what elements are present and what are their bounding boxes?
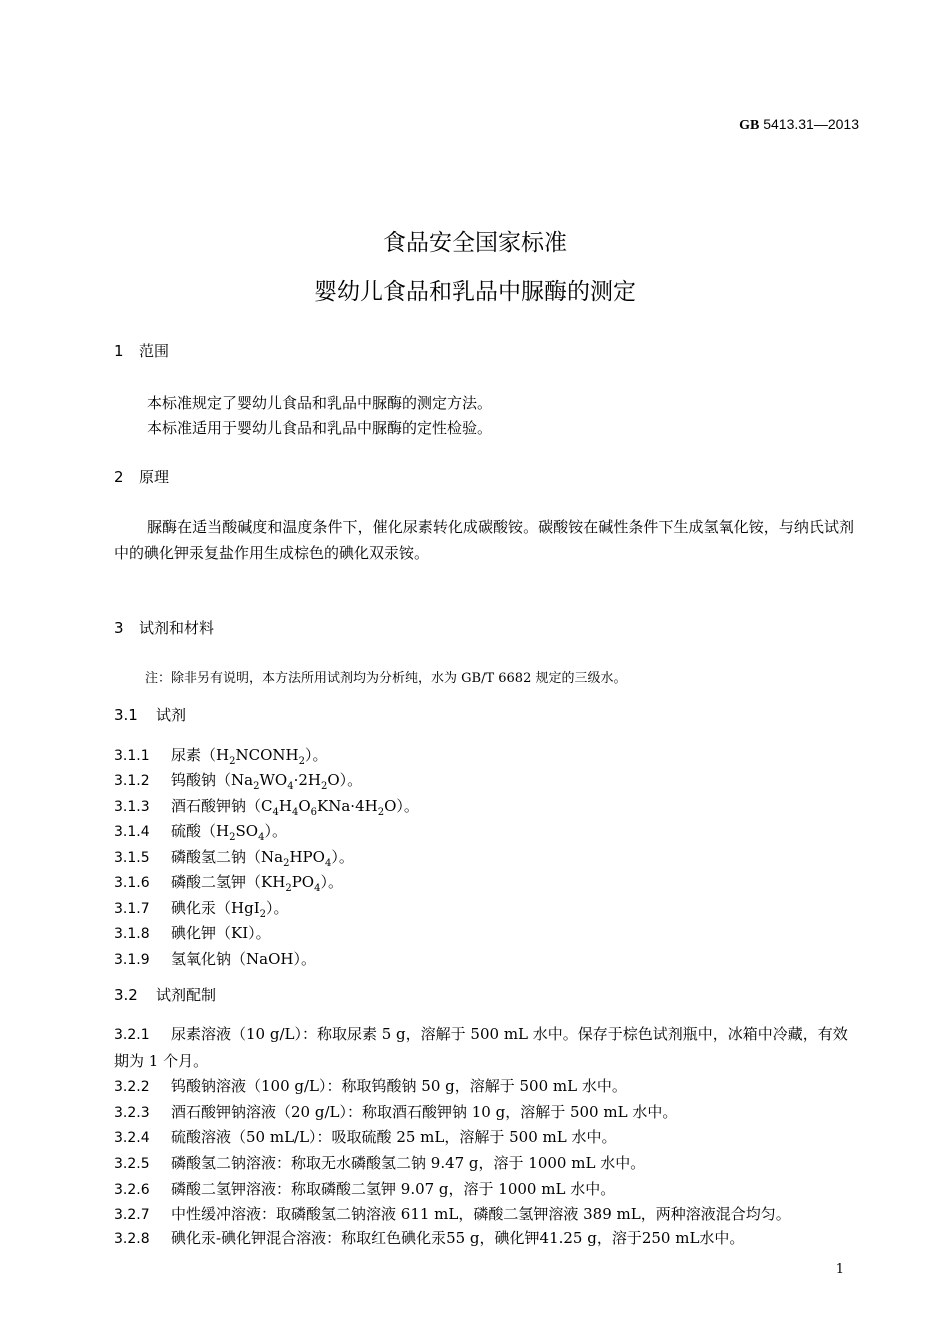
formula-text: O: [298, 797, 311, 815]
standard-number: GB 5413.31—2013: [739, 116, 859, 133]
reagent-item: [114, 795, 419, 818]
prep-number: 3.2.7: [114, 1207, 150, 1223]
prep-item: [114, 1150, 859, 1177]
reagent-item: [114, 871, 343, 894]
formula-subscript: 2: [253, 781, 260, 792]
prep-number: 3.2.3: [114, 1105, 150, 1121]
prep-item: [114, 1073, 859, 1100]
reagent-name: 酒石酸钾钠（: [171, 797, 262, 815]
prep-number: 3.2.1: [114, 1027, 150, 1043]
formula-subscript: 4: [258, 832, 265, 843]
prep-number: 3.2.5: [114, 1156, 150, 1172]
formula-subscript: 2: [298, 756, 305, 767]
prep-text: 磷酸二氢钾溶液：称取磷酸二氢钾 9.07 g，溶于 1000 mL 水中。: [171, 1180, 616, 1198]
prep-text: 尿素溶液（10 g/L）：称取尿素 5 g，溶解于 500 mL 水中。保存于棕色试剂瓶中，冰箱中冷藏，有效期为 1 个月。: [114, 1025, 848, 1070]
formula-text: O）。: [384, 797, 419, 815]
formula-text: PO: [291, 873, 315, 891]
reagent-number: 3.1.9: [114, 952, 150, 968]
reagent-name: 钨酸钠（: [171, 771, 232, 789]
formula-text: KH: [261, 873, 286, 891]
reagent-name: 硫酸（: [171, 822, 217, 840]
note: 注：除非另有说明，本方法所用试剂均为分析纯，水为 GB/T 6682 规定的三级水。: [145, 671, 627, 686]
formula-text: ）。: [320, 873, 343, 891]
prep-text: 酒石酸钾钠溶液（20 g/L）：称取酒石酸钾钠 10 g，溶解于 500 mL 水中。: [171, 1103, 678, 1121]
reagent-number: 3.1.6: [114, 875, 150, 891]
reagent-number: 3.1.7: [114, 901, 150, 917]
formula-text: ）。: [264, 822, 287, 840]
formula-subscript: 2: [259, 909, 266, 920]
section-3-heading: 3 试剂和材料: [114, 619, 215, 637]
reagent-item: [114, 744, 327, 767]
formula-subscript: 2: [283, 858, 290, 869]
formula-subscript: 4: [287, 781, 294, 792]
prep-item: [114, 1099, 859, 1126]
reagent-number: 3.1.3: [114, 799, 150, 815]
section-3-2-heading: 3.2 试剂配制: [114, 986, 217, 1004]
formula-subscript: 6: [310, 807, 318, 818]
reagent-item: [114, 897, 289, 920]
prep-text: 中性缓冲溶液：取磷酸氢二钠溶液 611 mL，磷酸二氢钾溶液 389 mL，两种溶液混合均匀。: [171, 1205, 791, 1223]
formula-text: HPO: [289, 848, 325, 866]
formula-text: H: [278, 797, 292, 815]
formula-subscript: 4: [291, 807, 299, 818]
formula-subscript: 4: [314, 883, 321, 894]
prep-number: 3.2.4: [114, 1130, 150, 1146]
prep-number: 3.2.2: [114, 1079, 150, 1095]
reagent-item: [114, 922, 271, 943]
formula-text: ）。: [304, 746, 328, 764]
prep-text: 磷酸氢二钠溶液：称取无水磷酸氢二钠 9.47 g，溶于 1000 mL 水中。: [171, 1154, 646, 1172]
prep-item: [114, 1201, 859, 1228]
formula-subscript: 4: [272, 807, 279, 818]
reagent-item: [114, 820, 287, 843]
section-2-para: 脲酶在适当酸碱度和温度条件下，催化尿素转化成碳酸铵。碳酸铵在碱性条件下生成氢氧化铵，与纳氏试剂中的碘化钾汞复盐作用生成棕色的碘化双汞铵。: [114, 518, 854, 562]
section-2-heading: 2 原理: [114, 468, 170, 486]
section-1-para-2: 本标准适用于婴幼儿食品和乳品中脲酶的定性检验。: [147, 419, 493, 437]
reagent-item: [114, 948, 316, 969]
reagent-name: 碘化汞（: [171, 899, 232, 917]
formula-text: ·2H: [293, 771, 321, 789]
reagent-name: 氢氧化钠（NaOH）。: [171, 950, 316, 968]
reagent-item: [114, 769, 362, 792]
formula-text: NCONH: [235, 746, 299, 764]
prep-number: 3.2.6: [114, 1182, 150, 1198]
prep-item: [114, 1176, 859, 1203]
doc-title-line1: 食品安全国家标准: [383, 230, 567, 256]
formula-subscript: 2: [320, 781, 328, 792]
section-3-1-heading: 3.1 试剂: [114, 706, 187, 724]
formula-text: ）。: [331, 848, 354, 866]
formula-text: H: [216, 822, 230, 840]
reagent-number: 3.1.5: [114, 850, 150, 866]
reagent-name: 磷酸二氢钾（: [171, 873, 262, 891]
formula-subscript: 2: [377, 807, 385, 818]
reagent-number: 3.1.8: [114, 926, 150, 942]
formula-text: Na: [231, 771, 254, 789]
prep-item: [114, 1124, 859, 1151]
formula-text: C: [261, 797, 273, 815]
page-number: 1: [835, 1262, 844, 1277]
formula-text: O）。: [327, 771, 363, 789]
formula-subscript: 2: [229, 756, 236, 767]
section-1-para-1: 本标准规定了婴幼儿食品和乳品中脲酶的测定方法。: [147, 394, 493, 412]
section-1-heading: 1 范围: [114, 342, 170, 360]
prep-number: 3.2.8: [114, 1231, 150, 1247]
doc-title-line2: 婴幼儿食品和乳品中脲酶的测定: [314, 279, 636, 305]
reagent-number: 3.1.2: [114, 773, 150, 789]
formula-text: ）。: [266, 899, 289, 917]
reagent-name: 尿素（: [171, 746, 217, 764]
formula-text: Na: [261, 848, 284, 866]
formula-text: H: [216, 746, 230, 764]
formula-subscript: 4: [324, 858, 332, 869]
formula-text: KNa·4H: [317, 797, 378, 815]
formula-text: HgI: [231, 899, 260, 917]
reagent-name: 碘化钾（KI）。: [171, 924, 271, 942]
reagent-number: 3.1.1: [114, 748, 150, 764]
prep-text: 钨酸钠溶液（100 g/L）：称取钨酸钠 50 g，溶解于 500 mL 水中。: [171, 1077, 627, 1095]
formula-text: WO: [259, 771, 288, 789]
prep-item: [114, 1021, 859, 1074]
formula-text: SO: [235, 822, 259, 840]
prep-text: 硫酸溶液（50 mL/L）：吸取硫酸 25 mL，溶解于 500 mL 水中。: [171, 1128, 617, 1146]
formula-subscript: 2: [285, 883, 292, 894]
prep-item: [114, 1225, 859, 1252]
reagent-number: 3.1.4: [114, 824, 150, 840]
formula-subscript: 2: [229, 832, 236, 843]
reagent-name: 磷酸氢二钠（: [171, 848, 262, 866]
reagent-item: [114, 846, 354, 869]
prep-text: 碘化汞-碘化钾混合溶液：称取红色碘化汞55 g，碘化钾41.25 g，溶于250 mL水中。: [171, 1229, 745, 1247]
